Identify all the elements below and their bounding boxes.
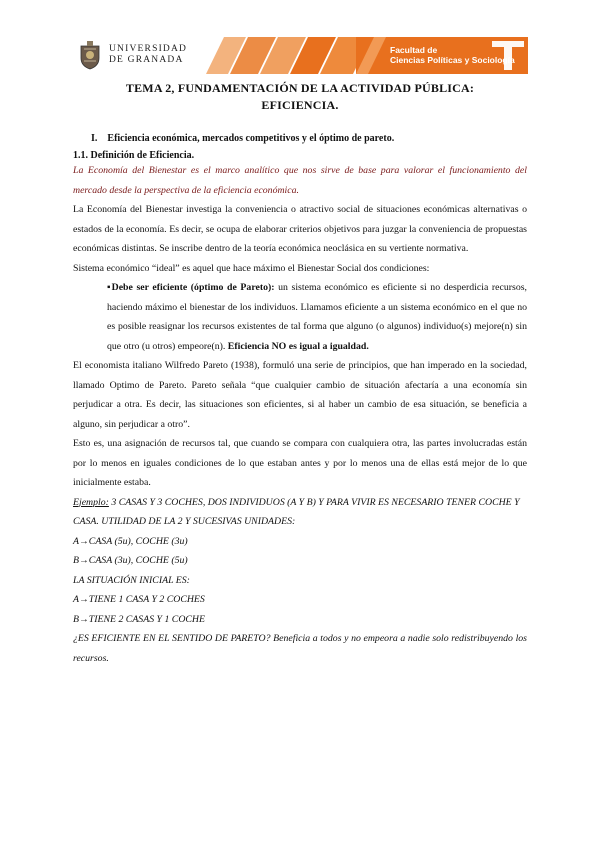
bullet-body: un sistema económico es eficiente si no desperdicia recursos, haciendo máximo el bienestar de los individuos. Llamamos eficiente a un sistema económico en el que no es posible reasignar los recursos existentes de tal forma que alguno (o algunos) individuo(s) mejore(n) sin que otro (u otros) empeore(n). bbox=[107, 282, 528, 352]
example-label: Ejemplo: bbox=[73, 496, 109, 508]
university-crest-icon bbox=[78, 40, 102, 70]
university-name-line2: DE GRANADA bbox=[109, 55, 184, 65]
example-question: ¿ES EFICIENTE EN EL SENTIDO DE PARETO? Beneficia a todos y no empeora a nadie solo redistribuyendo los recursos. bbox=[73, 633, 527, 664]
subsection-heading: 1.1. Definición de Eficiencia. bbox=[73, 150, 195, 161]
document-body bbox=[73, 80, 527, 668]
section-heading bbox=[91, 133, 527, 144]
faculty-banner bbox=[206, 37, 528, 74]
university-logo bbox=[78, 40, 187, 70]
university-name-line1: UNIVERSIDAD bbox=[109, 44, 188, 54]
section-title: Eficiencia económica, mercados competitivos y el óptimo de pareto. bbox=[107, 133, 395, 144]
example-line-b: B→CASA (3u), COCHE (5u) bbox=[73, 555, 188, 566]
paragraph-pareto: El economista italiano Wilfredo Pareto (1938), formuló una serie de principios, que han imperado en la sociedad, llamado Optimo de Pareto. Pareto señala “que cualquier cambio de situación afectaría a una economía sin perjudicar a otra. Es decir, las situaciones son eficientes, si al haber un cambio de esa situación, se beneficia a alguno, sin perjudicar a otro”. bbox=[73, 360, 527, 430]
faculty-name-line1: Facultad de bbox=[390, 45, 438, 55]
bullet-efficiency bbox=[107, 278, 527, 356]
example-text: 3 CASAS Y 3 COCHES, DOS INDIVIDUOS (A Y B) Y PARA VIVIR ES NECESARIO TENER COCHE Y CASA. UTILIDAD DE LA 2 Y SUCESIVAS UNIDADES: bbox=[73, 496, 520, 527]
example-line-a2: A→TIENE 1 CASA Y 2 COCHES bbox=[73, 594, 205, 605]
bullet-heading: ▪Debe ser eficiente (óptimo de Pareto): bbox=[107, 282, 275, 293]
document-title bbox=[73, 80, 527, 114]
bullet-conclusion: Eficiencia NO es igual a igualdad. bbox=[227, 340, 369, 352]
intro-paragraph: La Economía del Bienestar es el marco analítico que nos sirve de base para valorar el funcionamiento del mercado desde la perspectiva de la eficiencia económica. bbox=[73, 165, 527, 196]
title-line-1: TEMA 2, FUNDAMENTACIÓN DE LA ACTIVIDAD PÚBLICA: bbox=[125, 81, 475, 95]
example-line-b2: B→TIENE 2 CASAS Y 1 COCHE bbox=[73, 613, 205, 625]
example-line-a: A→CASA (5u), COCHE (3u) bbox=[73, 535, 188, 547]
example-statement bbox=[73, 493, 527, 532]
paragraph-welfare-economics: La Economía del Bienestar investiga la conveniencia o atractivo social de situaciones económicas alternativas o estados de la economía. Es decir, se ocupa de elaborar criterios objetivos para juzgar la conveniencia de propuestas económicas distintas. Se inscribe dentro de la teoría económica neoclásica en su vertiente normativa. bbox=[73, 204, 527, 254]
faculty-name-line2: Ciencias Políticas y Sociología bbox=[390, 55, 515, 65]
section-number: I. bbox=[91, 133, 98, 144]
example-block bbox=[73, 493, 527, 630]
example-initial-situation: LA SITUACIÓN INICIAL ES: bbox=[73, 574, 190, 586]
paragraph-allocation: Esto es, una asignación de recursos tal, que cuando se compara con cualquiera otra, las partes involucradas están por lo menos en iguales condiciones de lo que estaban antes y por lo menos una de ellas está mejor de lo que inicialmente estaba. bbox=[73, 438, 527, 488]
paragraph-ideal-system: Sistema económico “ideal” es aquel que hace máximo el Bienestar Social dos condiciones: bbox=[73, 262, 430, 274]
page-header bbox=[0, 0, 600, 80]
title-line-2: EFICIENCIA. bbox=[261, 98, 339, 112]
